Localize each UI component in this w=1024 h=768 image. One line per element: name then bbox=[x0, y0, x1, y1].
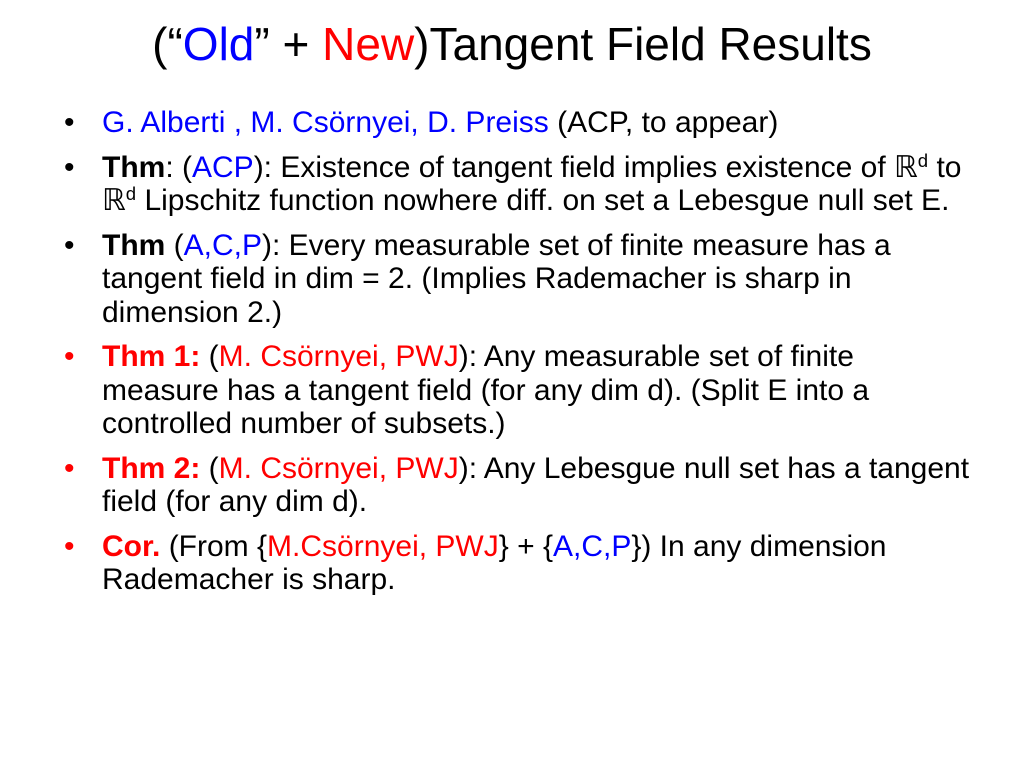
theorem-label: Thm bbox=[102, 150, 166, 184]
theorem-label: Thm 2: bbox=[102, 451, 201, 485]
label-sep: ( bbox=[165, 228, 184, 262]
bullet-item-acp-reference bbox=[0, 106, 1024, 140]
corollary-mid: } + { bbox=[498, 529, 553, 563]
corollary-label: Cor. bbox=[102, 529, 161, 563]
theorem-label: Thm bbox=[102, 228, 166, 262]
title-rest: )Tangent Field Results bbox=[414, 18, 872, 70]
theorem-authors: A,C,P bbox=[183, 228, 263, 262]
bullet-dot: • bbox=[64, 529, 75, 563]
dimension-exponent: d bbox=[125, 182, 137, 204]
title-new: New bbox=[322, 18, 415, 70]
bullet-text-to: to bbox=[928, 150, 962, 184]
bullet-text: ): Any Lebesgue null set has a tangent field (for any dim d). bbox=[102, 451, 970, 518]
title-old: Old bbox=[182, 18, 255, 70]
bullet-dot: • bbox=[64, 106, 75, 139]
bullet-text: Lipschitz function nowhere diff. on set a Lebesgue null set E. bbox=[136, 184, 950, 217]
label-sep: ( bbox=[200, 340, 219, 373]
label-sep: : ( bbox=[165, 150, 192, 184]
label-sep: (From { bbox=[160, 529, 268, 563]
bullet-dot: • bbox=[64, 451, 75, 485]
title-mid: ” + bbox=[254, 18, 323, 70]
bullet-text: ): Any measurable set of finite measure has a tangent field (for any dim d). (Split E into a controlled number of subsets.) bbox=[102, 340, 870, 440]
authors: G. Alberti , M. Csörnyei, D. Preiss bbox=[102, 106, 549, 139]
real-numbers-symbol: ℝ bbox=[102, 184, 126, 217]
bullet-item-thm-2 bbox=[0, 452, 1024, 519]
corollary-authors-2: A,C,P bbox=[552, 529, 632, 563]
corollary-authors-1: M.Csörnyei, PWJ bbox=[267, 529, 499, 563]
title-open: (“ bbox=[152, 18, 183, 70]
bullet-dot: • bbox=[64, 340, 75, 373]
bullet-dot: • bbox=[64, 150, 75, 184]
bullet-dot: • bbox=[64, 228, 75, 262]
bullet-item-corollary bbox=[0, 530, 1024, 597]
theorem-label: Thm 1: bbox=[102, 340, 201, 373]
theorem-authors: M. Csörnyei, PWJ bbox=[218, 340, 459, 373]
bullet-text: ): Existence of tangent field implies existence of bbox=[253, 150, 895, 184]
label-sep: ( bbox=[200, 451, 219, 485]
bullet-text: }) In any dimension Rademacher is sharp. bbox=[102, 529, 887, 596]
bullet-text: ): Every measurable set of finite measure has a tangent field in dim = 2. (Implies Rademacher is sharp in dimension 2.) bbox=[102, 228, 891, 329]
dimension-exponent: d bbox=[917, 149, 929, 171]
bullet-list bbox=[0, 106, 1024, 608]
bullet-text: (ACP, to appear) bbox=[548, 106, 779, 139]
slide-title bbox=[0, 14, 1024, 74]
real-numbers-symbol: ℝ bbox=[894, 150, 918, 184]
theorem-authors: M. Csörnyei, PWJ bbox=[218, 451, 459, 485]
theorem-authors: ACP bbox=[192, 150, 254, 184]
bullet-item-thm-1 bbox=[0, 340, 1024, 441]
bullet-item-thm-a-c-p bbox=[0, 229, 1024, 330]
bullet-item-thm-acp bbox=[0, 151, 1024, 218]
